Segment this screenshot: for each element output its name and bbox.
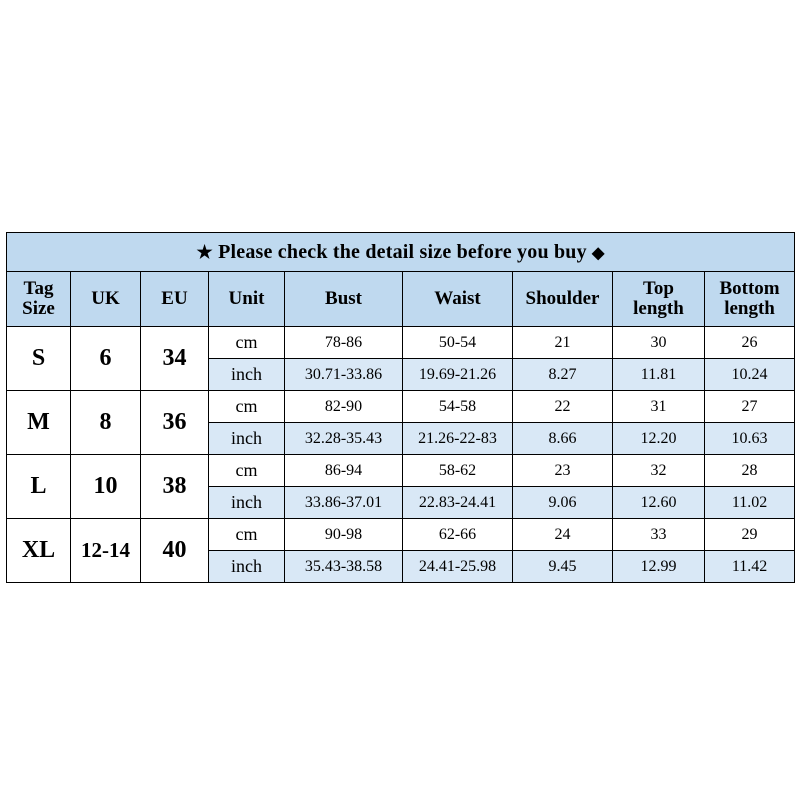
cell-waist-inch: 21.26-22-83 xyxy=(403,423,513,455)
cell-eu: 38 xyxy=(141,455,209,519)
header-bottom-length: Bottom length xyxy=(705,272,795,327)
cell-tag-size: M xyxy=(7,391,71,455)
header-uk: UK xyxy=(71,272,141,327)
cell-bottom-length-cm: 28 xyxy=(705,455,795,487)
cell-bottom-length-inch: 11.02 xyxy=(705,487,795,519)
table-row xyxy=(7,455,795,487)
size-chart-table xyxy=(6,232,795,583)
cell-uk: 12-14 xyxy=(71,519,141,583)
header-top-length: Top length xyxy=(613,272,705,327)
cell-waist-inch: 19.69-21.26 xyxy=(403,359,513,391)
header-row xyxy=(7,272,795,327)
cell-top-length-cm: 31 xyxy=(613,391,705,423)
cell-shoulder-inch: 8.66 xyxy=(513,423,613,455)
cell-eu: 40 xyxy=(141,519,209,583)
cell-top-length-inch: 12.99 xyxy=(613,551,705,583)
banner-row xyxy=(7,233,795,272)
banner-cell xyxy=(7,233,795,272)
cell-bust-inch: 33.86-37.01 xyxy=(285,487,403,519)
cell-bust-inch: 30.71-33.86 xyxy=(285,359,403,391)
cell-eu: 34 xyxy=(141,327,209,391)
cell-shoulder-cm: 22 xyxy=(513,391,613,423)
cell-top-length-cm: 33 xyxy=(613,519,705,551)
cell-top-length-cm: 32 xyxy=(613,455,705,487)
header-unit: Unit xyxy=(209,272,285,327)
cell-bust-cm: 86-94 xyxy=(285,455,403,487)
diamond-icon: ◆ xyxy=(592,244,605,262)
cell-bottom-length-cm: 29 xyxy=(705,519,795,551)
cell-shoulder-cm: 23 xyxy=(513,455,613,487)
cell-tag-size: XL xyxy=(7,519,71,583)
cell-shoulder-inch: 9.45 xyxy=(513,551,613,583)
table-row xyxy=(7,391,795,423)
table-row xyxy=(7,327,795,359)
cell-bottom-length-inch: 11.42 xyxy=(705,551,795,583)
cell-shoulder-cm: 24 xyxy=(513,519,613,551)
header-waist: Waist xyxy=(403,272,513,327)
cell-bottom-length-inch: 10.24 xyxy=(705,359,795,391)
cell-bottom-length-cm: 27 xyxy=(705,391,795,423)
cell-unit-cm: cm xyxy=(209,519,285,551)
cell-top-length-inch: 12.20 xyxy=(613,423,705,455)
cell-top-length-inch: 12.60 xyxy=(613,487,705,519)
header-tag-size: Tag Size xyxy=(7,272,71,327)
cell-top-length-cm: 30 xyxy=(613,327,705,359)
cell-bust-cm: 82-90 xyxy=(285,391,403,423)
cell-shoulder-inch: 8.27 xyxy=(513,359,613,391)
cell-bust-inch: 32.28-35.43 xyxy=(285,423,403,455)
cell-bottom-length-inch: 10.63 xyxy=(705,423,795,455)
cell-waist-inch: 22.83-24.41 xyxy=(403,487,513,519)
cell-bust-cm: 90-98 xyxy=(285,519,403,551)
cell-eu: 36 xyxy=(141,391,209,455)
cell-unit-cm: cm xyxy=(209,391,285,423)
cell-bust-cm: 78-86 xyxy=(285,327,403,359)
cell-shoulder-cm: 21 xyxy=(513,327,613,359)
cell-tag-size: L xyxy=(7,455,71,519)
star-icon: ★ xyxy=(196,241,213,262)
cell-waist-cm: 62-66 xyxy=(403,519,513,551)
cell-unit-inch: inch xyxy=(209,359,285,391)
cell-bust-inch: 35.43-38.58 xyxy=(285,551,403,583)
cell-unit-inch: inch xyxy=(209,551,285,583)
cell-uk: 10 xyxy=(71,455,141,519)
header-shoulder: Shoulder xyxy=(513,272,613,327)
size-chart-container xyxy=(6,232,794,583)
cell-waist-inch: 24.41-25.98 xyxy=(403,551,513,583)
cell-waist-cm: 50-54 xyxy=(403,327,513,359)
cell-unit-cm: cm xyxy=(209,327,285,359)
cell-unit-inch: inch xyxy=(209,423,285,455)
cell-bottom-length-cm: 26 xyxy=(705,327,795,359)
cell-shoulder-inch: 9.06 xyxy=(513,487,613,519)
cell-uk: 6 xyxy=(71,327,141,391)
cell-unit-cm: cm xyxy=(209,455,285,487)
cell-waist-cm: 58-62 xyxy=(403,455,513,487)
cell-top-length-inch: 11.81 xyxy=(613,359,705,391)
cell-tag-size: S xyxy=(7,327,71,391)
cell-waist-cm: 54-58 xyxy=(403,391,513,423)
header-bust: Bust xyxy=(285,272,403,327)
cell-uk: 8 xyxy=(71,391,141,455)
table-row xyxy=(7,519,795,551)
header-eu: EU xyxy=(141,272,209,327)
banner-text: Please check the detail size before you buy xyxy=(218,240,587,263)
cell-unit-inch: inch xyxy=(209,487,285,519)
